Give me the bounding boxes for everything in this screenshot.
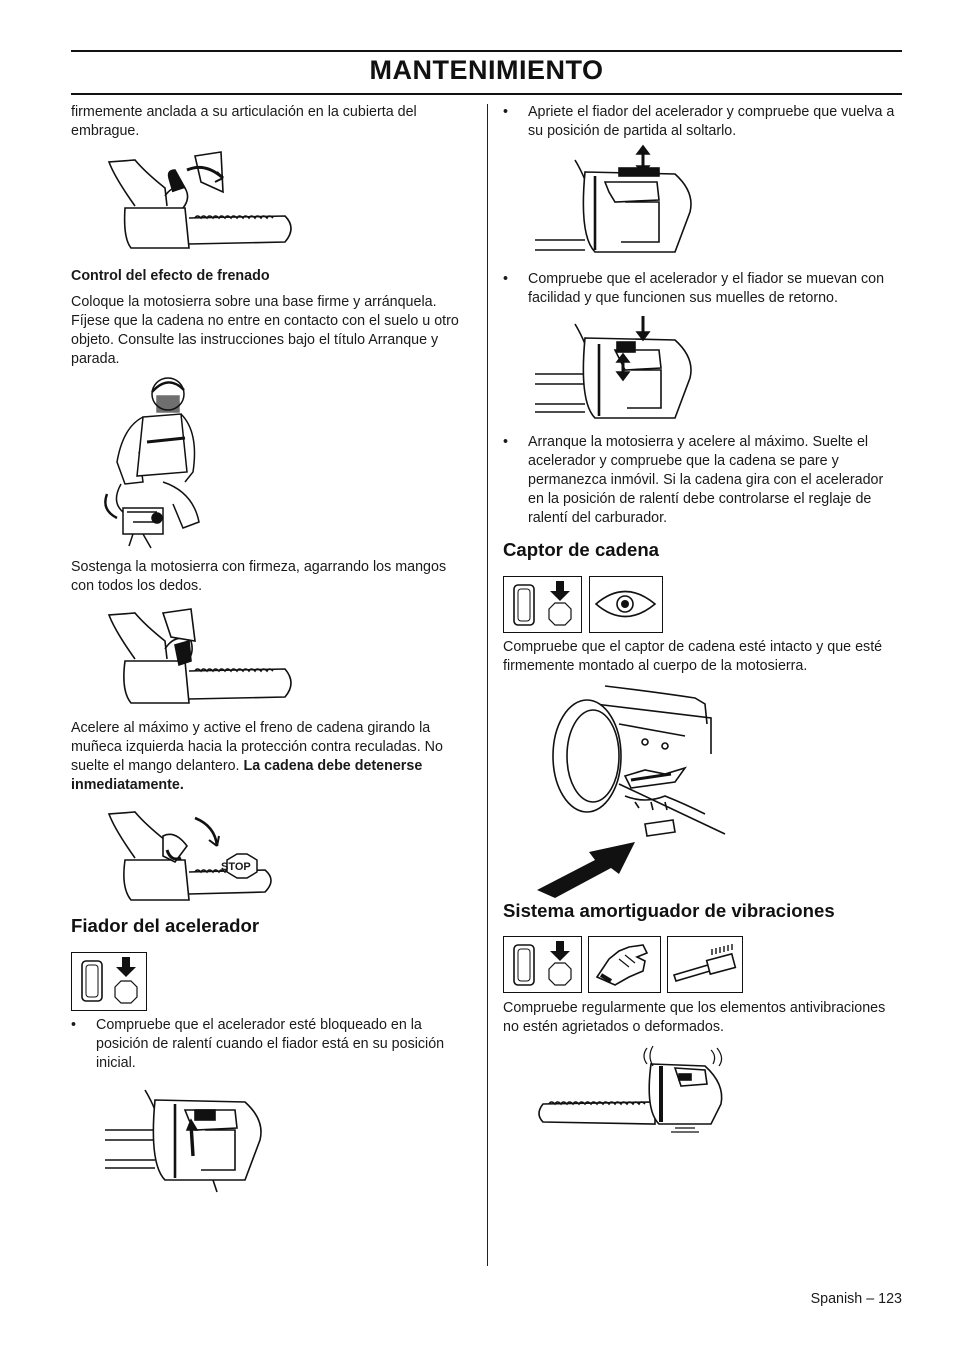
arrow-pointer-icon bbox=[537, 842, 635, 898]
illustration-person-crouching-chainsaw bbox=[103, 372, 223, 552]
illustration-chainsaw-stop bbox=[105, 806, 300, 906]
bullet-idle-adjust: • Arranque la motosierra y acelere al máximo. Suelte el acelerador y compruebe que la cadena se pare y permanezca inmóvil. Si la cadena gira con el acelerador en la posición de ralentí debe controlarse el reglaje de ralentí del carburador. bbox=[503, 434, 884, 526]
header-bottom-rule bbox=[71, 93, 902, 95]
header-top-rule bbox=[71, 50, 902, 52]
paragraph-antivibration: Compruebe regularmente que los elementos antivibraciones no estén agrietados o deformados. bbox=[503, 1000, 886, 1035]
illustration-chainsaw-grip bbox=[105, 605, 300, 710]
paragraph-brake-activation bbox=[71, 719, 471, 795]
illustration-throttle-springs bbox=[535, 314, 700, 426]
trigger-lockout-heading: Fiador del acelerador bbox=[71, 915, 260, 936]
bullet-springs-check: • Compruebe que el acelerador y el fiador se muevan con facilidad y que funcionen sus muelles de retorno. bbox=[503, 271, 885, 306]
illustration-chain-catcher bbox=[535, 684, 730, 894]
column-divider bbox=[487, 104, 488, 1266]
glove-icon bbox=[588, 936, 661, 993]
illustration-trigger-press bbox=[535, 146, 700, 261]
brush-icon bbox=[667, 936, 743, 993]
illustration-antivibration-saw bbox=[535, 1044, 730, 1136]
brake-activation-text: Acelere al máximo y active el freno de cadena girando la muñeca izquierda hacia la protección contra reculadas. No suelte el mango delantero. bbox=[71, 720, 443, 774]
symbol-stop-engine bbox=[503, 936, 582, 993]
chain-catcher-heading: Captor de cadena bbox=[503, 539, 660, 560]
symbol-stop-engine bbox=[71, 952, 147, 1011]
paragraph-brake-setup: Coloque la motosierra sobre una base firme y arránquela. Fíjese que la cadena no entre en contacto con el suelo u otro objeto. Consulte las instrucciones bajo el título Arranque y parada. bbox=[71, 294, 459, 367]
eye-icon bbox=[589, 576, 663, 633]
page-title: MANTENIMIENTO bbox=[369, 55, 604, 85]
paragraph-grip: Sostenga la motosierra con firmeza, agarrando los mangos con todos los dedos. bbox=[71, 559, 447, 594]
vibration-heading: Sistema amortiguador de vibraciones bbox=[503, 900, 835, 921]
brake-effect-heading: Control del efecto de frenado bbox=[71, 268, 270, 284]
symbol-stop-engine bbox=[503, 576, 582, 633]
paragraph-chain-catcher: Compruebe que el captor de cadena esté intacto y que esté firmemente montado al cuerpo de la motosierra. bbox=[503, 639, 883, 674]
page-number: Spanish – 123 bbox=[810, 1291, 902, 1307]
bullet-throttle-locked: • Compruebe que el acelerador esté bloqueado en la posición de ralentí cuando el fiador está en su posición inicial. bbox=[71, 1017, 445, 1071]
paragraph-clutch-cover: firmemente anclada a su articulación en la cubierta del embrague. bbox=[71, 104, 417, 139]
brake-activation-warning: La cadena debe detenerse inmediatamente. bbox=[71, 758, 423, 793]
bullet-trigger-release: • Apriete el fiador del acelerador y compruebe que vuelva a su posición de partida al soltarlo. bbox=[503, 104, 895, 139]
illustration-trigger-lockout-idle bbox=[105, 1080, 270, 1192]
stop-sign-label: STOP bbox=[221, 861, 251, 873]
illustration-chainsaw-brake-handle bbox=[105, 148, 300, 258]
